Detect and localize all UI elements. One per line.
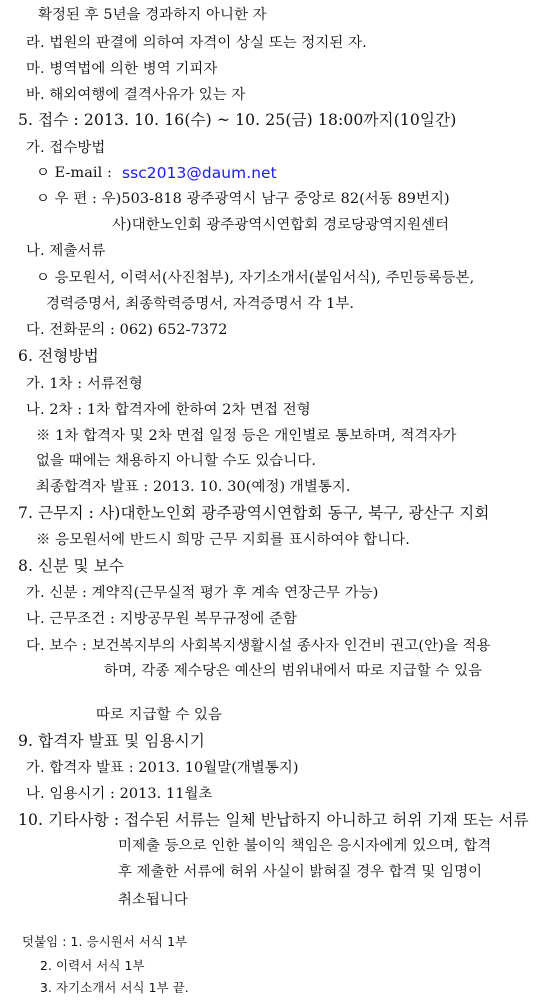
attachment-1: 덧붙임 : 1. 응시원서 서식 1부	[22, 934, 188, 949]
pay-line-1: 다. 보수 : 보건복지부의 사회복지생활시설 종사자 인건비 권고(안)을 적용	[26, 638, 491, 654]
documents-heading: 나. 제출서류	[26, 243, 106, 259]
attachment-2: 2. 이력서 서식 1부	[40, 958, 145, 973]
announcement-date: 가. 합격자 발표 : 2013. 10월말(개별통지)	[26, 760, 299, 776]
email-link[interactable]: ssc2013@daum.net	[122, 164, 277, 182]
section-9-announcement: 9. 합격자 발표 및 임용시기	[18, 732, 205, 750]
working-conditions: 나. 근무조건 : 지방공무원 복무규정에 준함	[26, 611, 298, 627]
section-10-other: 10. 기타사항 : 접수된 서류는 일체 반납하지 아니하고 허위 기재 또는 서류	[18, 811, 529, 829]
other-line-3: 후 제출한 서류에 허위 사실이 밝혀질 경우 합격 및 임명이	[118, 864, 483, 880]
appointment-date: 나. 임용시기 : 2013. 11월초	[26, 786, 213, 802]
selection-note-line-1: ※ 1차 합격자 및 2차 면접 일정 등은 개인별로 통보하며, 적격자가	[36, 428, 457, 444]
phone-inquiry: 다. 전화문의 : 062) 652-7372	[26, 322, 228, 338]
reception-method-heading: 가. 접수방법	[26, 140, 106, 156]
disqualification-item-ba: 바. 해외여행에 결격사유가 있는 자	[26, 87, 246, 103]
postal-address-line: ㅇ 우 편 : 우)503-818 광주광역시 남구 중앙로 82(서동 89번지)	[36, 191, 450, 207]
selection-note-line-2: 없을 때에는 채용하지 아니할 수도 있습니다.	[36, 453, 317, 469]
attachment-3: 3. 자기소개서 서식 1부 끝.	[40, 980, 189, 995]
disqualification-item-ma: 마. 병역법에 의한 병역 기피자	[26, 61, 218, 77]
section-8-status-pay: 8. 신분 및 보수	[18, 557, 125, 575]
documents-list-line-1: ㅇ 응모원서, 이력서(사진첨부), 자기소개서(붙임서식), 주민등록등본,	[36, 270, 475, 286]
postal-address-organization: 사)대한노인회 광주광역시연합회 경로당광역지원센터	[112, 217, 450, 233]
other-line-4: 취소됩니다	[118, 892, 189, 908]
status-contract: 가. 신분 : 계약직(근무실적 평가 후 계속 연장근무 가능)	[26, 585, 379, 601]
section-7-workplace: 7. 근무지 : 사)대한노인회 광주광역시연합회 동구, 북구, 광산구 지회	[18, 504, 490, 522]
final-announcement: 최종합격자 발표 : 2013. 10. 30(예정) 개별통지.	[36, 479, 351, 495]
other-line-2: 미제출 등으로 인한 불이익 책임은 응시자에게 있으며, 합격	[118, 838, 492, 854]
qualification-line-continued: 확정된 후 5년을 경과하지 아니한 자	[38, 7, 267, 23]
email-label: ㅇ E-mail :	[36, 165, 112, 181]
selection-stage-1: 가. 1차 : 서류전형	[26, 376, 143, 392]
workplace-note: ※ 응모원서에 반드시 희망 근무 지회를 표시하여야 합니다.	[36, 532, 410, 548]
pay-line-2: 하며, 각종 제수당은 예산의 범위내에서 따로 지급할 수 있음	[104, 663, 483, 679]
documents-list-line-2: 경력증명서, 최종학력증명서, 자격증명서 각 1부.	[46, 296, 355, 312]
section-5-reception: 5. 접수 : 2013. 10. 16(수) ~ 10. 25(금) 18:00까지(10일간)	[18, 111, 457, 129]
section-6-selection: 6. 전형방법	[18, 347, 99, 365]
selection-stage-2: 나. 2차 : 1차 합격자에 한하여 2차 면접 전형	[26, 402, 311, 418]
pay-line-repeated: 따로 지급할 수 있음	[96, 707, 223, 723]
disqualification-item-ra: 라. 법원의 판결에 의하여 자격이 상실 또는 정지된 자.	[26, 35, 367, 51]
